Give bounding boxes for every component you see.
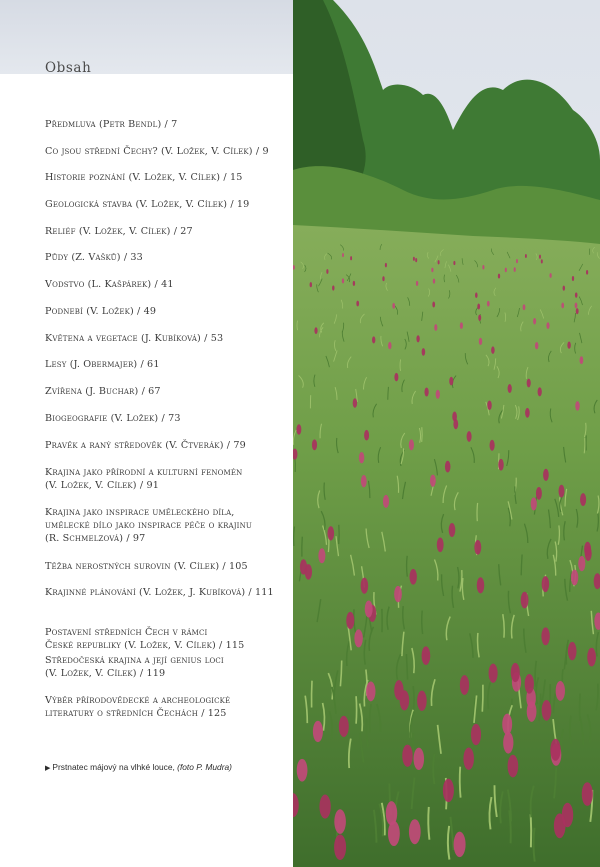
orchid-flower [413, 257, 415, 261]
contents-entry [45, 466, 285, 492]
orchid-flower [575, 302, 578, 308]
orchid-flower [477, 577, 485, 593]
contents-entry-line: České republiky (V. Ložek, V. Cílek) / 115 [45, 640, 245, 651]
orchid-flower [580, 356, 584, 364]
contents-entry-line: (R. Schmelzová) / 97 [45, 533, 146, 544]
orchid-flower [314, 327, 317, 334]
contents-entry [45, 358, 285, 371]
orchid-flower [339, 716, 349, 737]
orchid-flower [449, 523, 456, 537]
contents-entry-line: Výběr přírodovědecké a archeologické [45, 695, 231, 706]
orchid-flower [543, 469, 549, 481]
orchid-flower [539, 255, 541, 259]
orchid-flower [388, 342, 391, 349]
grass-blade [356, 696, 357, 724]
contents-entry-line: Zvířena (J. Buchar) / 67 [45, 386, 161, 397]
orchid-flower [361, 475, 367, 487]
orchid-flower [525, 254, 527, 258]
contents-entry-line: Krajina jako inspirace uměleckého díla, [45, 507, 235, 518]
orchid-flower [584, 542, 591, 557]
orchid-flower [382, 276, 384, 281]
orchid-flower [575, 401, 580, 411]
contents-entry-line: Pravěk a raný středověk (V. Čtverák) / 79 [45, 440, 246, 451]
orchid-flower [356, 301, 359, 307]
contents-panel [0, 0, 293, 867]
grass-blade [460, 767, 461, 798]
orchid-flower [364, 430, 369, 441]
contents-entry [45, 118, 285, 131]
orchid-flower [312, 439, 317, 450]
grass-blade [580, 694, 581, 721]
meadow-photo [293, 0, 600, 867]
contents-title: Obsah [45, 60, 92, 76]
orchid-flower [479, 338, 482, 345]
orchid-flower [417, 691, 427, 711]
grass-blade [477, 503, 478, 521]
orchid-flower [477, 304, 480, 310]
orchid-flower [525, 674, 534, 694]
orchid-flower [353, 281, 355, 286]
orchid-flower [416, 335, 419, 342]
orchid-flower [514, 267, 516, 272]
orchid-flower [431, 268, 433, 273]
orchid-flower [490, 440, 495, 451]
meadow [293, 225, 600, 867]
orchid-flower [434, 324, 437, 331]
orchid-flower [460, 322, 463, 329]
orchid-flower [578, 556, 585, 571]
grass-blade [413, 686, 414, 713]
orchid-flower [508, 384, 512, 393]
orchid-flower [478, 315, 481, 321]
orchid-flower [521, 592, 529, 609]
contents-entry [45, 305, 285, 318]
orchid-flower [454, 832, 466, 857]
contents-entry-line: Podnebí (V. Ložek) / 49 [45, 306, 157, 317]
grass-blade [422, 611, 423, 634]
orchid-flower [575, 292, 578, 298]
orchid-flower [582, 782, 593, 806]
orchid-flower [438, 260, 440, 264]
orchid-flower [541, 259, 543, 263]
orchid-flower [580, 493, 586, 506]
orchid-flower [409, 439, 414, 450]
orchid-flower [297, 759, 308, 782]
orchid-flower [556, 681, 565, 701]
orchid-flower [571, 570, 578, 586]
orchid-flower [503, 732, 513, 754]
meadow-photo-image [293, 0, 600, 867]
orchid-flower [475, 292, 478, 298]
contents-entry-line: (V. Ložek, V. Cílek) / 119 [45, 668, 166, 679]
contents-entry [45, 171, 285, 184]
orchid-flower [471, 724, 481, 745]
contents-entry [45, 198, 285, 211]
orchid-flower [536, 487, 542, 500]
orchid-flower [460, 675, 469, 695]
contents-header-band [0, 0, 293, 74]
contents-entry-line: Postavení středních Čech v rámci [45, 627, 208, 638]
orchid-flower [541, 627, 549, 645]
orchid-flower [505, 268, 507, 273]
caption-arrow-icon: ▶ [45, 765, 51, 772]
orchid-flower [463, 748, 474, 770]
contents-entry-line: Geologická stavba (V. Ložek, V. Cílek) / 19 [45, 199, 250, 210]
orchid-flower [313, 721, 323, 742]
contents-entry-line: Květena a vegetace (J. Kubíková) / 53 [45, 333, 224, 344]
orchid-flower [489, 664, 498, 683]
orchid-flower [422, 348, 426, 356]
orchid-flower [535, 342, 538, 349]
grass-blade [407, 556, 408, 577]
orchid-flower [567, 342, 570, 349]
orchid-flower [385, 263, 387, 267]
contents-entry-line: Půdy (Z. Vašků) / 33 [45, 252, 143, 263]
caption-text: Prstnatec májový na vlhké louce, [52, 762, 175, 772]
orchid-flower [394, 373, 398, 382]
orchid-flower [527, 701, 537, 722]
orchid-flower [568, 642, 577, 660]
orchid-flower [394, 586, 402, 602]
orchid-flower [361, 578, 369, 594]
orchid-flower [415, 258, 417, 262]
orchid-flower [365, 601, 373, 618]
photo-caption [45, 762, 232, 772]
orchid-flower [587, 648, 596, 667]
orchid-flower [531, 497, 537, 510]
orchid-flower [516, 259, 518, 263]
orchid-flower [549, 273, 551, 278]
orchid-flower [525, 408, 530, 418]
orchid-flower [414, 748, 425, 770]
orchid-flower [392, 303, 395, 309]
contents-entry [45, 694, 285, 720]
contents-entry-line: Těžba nerostných surovin (V. Cílek) / 105 [45, 561, 248, 572]
contents-entry [45, 654, 285, 680]
orchid-flower [508, 755, 519, 778]
orchid-flower [449, 377, 453, 386]
orchid-flower [422, 646, 431, 665]
orchid-flower [436, 390, 440, 399]
orchid-flower [342, 278, 344, 283]
orchid-flower [342, 253, 344, 257]
orchid-flower [533, 318, 536, 324]
orchid-flower [576, 308, 579, 314]
orchid-flower [409, 819, 421, 844]
orchid-flower [350, 256, 352, 260]
orchid-flower [366, 681, 375, 701]
orchid-flower [559, 485, 565, 498]
contents-entry-line: Reliéf (V. Ložek, V. Cílek) / 27 [45, 226, 193, 237]
orchid-flower [372, 336, 375, 343]
orchid-flower [443, 779, 454, 803]
orchid-flower [416, 281, 418, 286]
orchid-flower [424, 387, 428, 396]
orchid-flower [487, 301, 490, 307]
orchid-flower [498, 459, 504, 471]
orchid-flower [546, 322, 549, 329]
orchid-flower [353, 398, 357, 407]
orchid-flower [432, 302, 435, 308]
orchid-flower [433, 279, 435, 284]
orchid-flower [319, 795, 330, 819]
orchid-flower [554, 813, 566, 838]
orchid-flower [354, 629, 362, 647]
orchid-flower [474, 540, 481, 555]
orchid-flower [310, 282, 312, 287]
contents-entry [45, 412, 285, 425]
contents-entry [45, 385, 285, 398]
orchid-flower [334, 834, 346, 860]
orchid-flower [332, 285, 334, 290]
grass-blade [531, 814, 532, 847]
contents-entry-line: Krajina jako přírodní a kulturní fenomén [45, 467, 243, 478]
orchid-flower [561, 302, 564, 308]
orchid-flower [327, 526, 334, 540]
orchid-flower [482, 265, 484, 270]
orchid-flower [326, 269, 328, 274]
orchid-flower [452, 412, 457, 422]
contents-entry [45, 560, 285, 573]
orchid-flower [487, 401, 491, 411]
contents-entry [45, 332, 285, 345]
contents-entry [45, 145, 285, 158]
contents-entry [45, 586, 285, 599]
orchid-flower [453, 261, 455, 265]
contents-entry [45, 439, 285, 452]
orchid-flower [305, 564, 312, 580]
caption-credit: (foto P. Mudra) [177, 762, 232, 772]
orchid-flower [445, 461, 451, 473]
contents-entry [45, 225, 285, 238]
contents-entry [45, 251, 285, 264]
contents-entry-line: Vodstvo (L. Kašpárek) / 41 [45, 279, 174, 290]
contents-entry-line: (V. Ložek, V. Cílek) / 91 [45, 480, 159, 491]
orchid-flower [409, 569, 416, 585]
contents-entry-line: Biogeografie (V. Ložek) / 73 [45, 413, 181, 424]
orchid-flower [386, 801, 397, 825]
contents-entry-line: Krajinné plánování (V. Ložek, J. Kubíková) / 111 [45, 587, 274, 598]
orchid-flower [542, 576, 550, 592]
orchid-flower [511, 663, 520, 682]
contents-entry-line: umělecké dílo jako inspirace péče o krajinu [45, 520, 252, 531]
contents-entry-line: Lesy (J. Obermajer) / 61 [45, 359, 160, 370]
orchid-flower [563, 285, 565, 290]
orchid-flower [550, 739, 560, 761]
orchid-flower [318, 548, 325, 563]
orchid-flower [586, 270, 588, 275]
contents-entry-line: Předmluva (Petr Bendl) / 7 [45, 119, 178, 130]
orchid-flower [383, 495, 389, 508]
orchid-flower [467, 431, 472, 442]
grass-blade [428, 807, 429, 840]
contents-entry-line: Co jsou střední Čechy? (V. Ložek, V. Cílek) / 9 [45, 146, 269, 157]
orchid-flower [346, 612, 354, 629]
contents-entry-line: Středočeská krajina a její genius loci [45, 655, 224, 666]
orchid-flower [498, 274, 500, 279]
orchid-flower [542, 700, 552, 721]
orchid-flower [402, 745, 412, 767]
orchid-flower [523, 304, 526, 310]
orchid-flower [359, 452, 364, 463]
contents-entry [45, 626, 285, 652]
orchid-flower [572, 276, 574, 281]
orchid-flower [394, 680, 403, 700]
orchid-flower [491, 346, 495, 354]
orchid-flower [296, 424, 301, 434]
orchid-flower [527, 379, 531, 388]
contents-entry [45, 278, 285, 291]
orchid-flower [334, 809, 346, 834]
contents-entry-line: literatury o středních Čechách / 125 [45, 708, 227, 719]
orchid-flower [502, 714, 512, 735]
contents-entry [45, 506, 285, 545]
grass-blade [482, 685, 483, 712]
contents-entry-line: Historie poznání (V. Ložek, V. Cílek) / 15 [45, 172, 243, 183]
orchid-flower [538, 387, 542, 396]
orchid-flower [437, 538, 444, 553]
orchid-flower [430, 475, 436, 487]
